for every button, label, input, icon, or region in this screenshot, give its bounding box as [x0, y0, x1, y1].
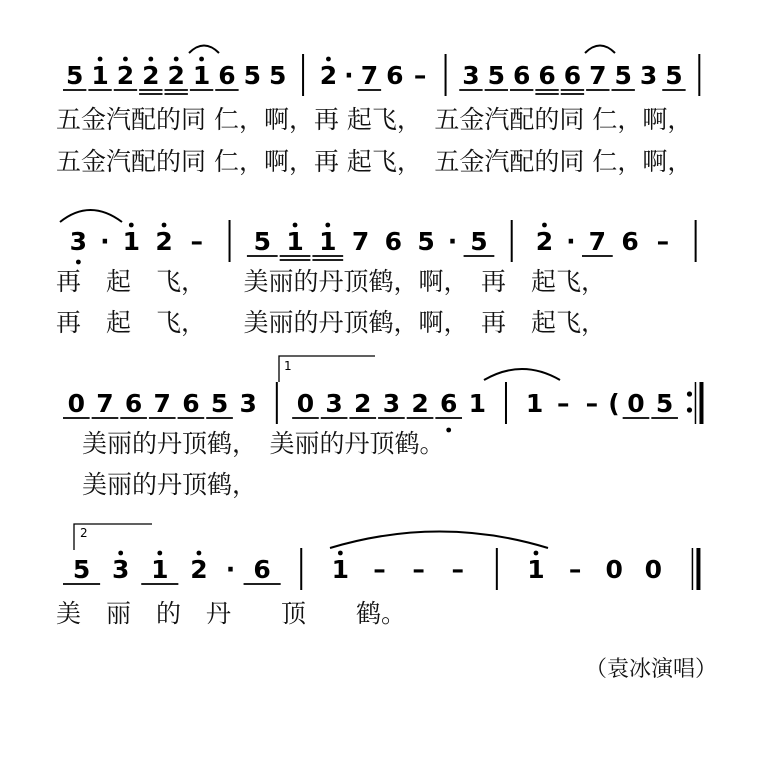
- lyric-line-1a: 五金汽配的同 仁，啊，再 起飞， 五金汽配的同 仁，啊，: [56, 105, 693, 134]
- slur-mark: [585, 46, 615, 54]
- note-digit: 7: [351, 227, 370, 256]
- octave-dot-high: [174, 57, 179, 62]
- note-digit: 5: [268, 61, 287, 90]
- note-digit: 1: [151, 555, 169, 584]
- dash-mark: –: [413, 61, 427, 90]
- line-1: [56, 46, 699, 177]
- note-digit: 1: [91, 61, 109, 90]
- dot-mark: ·: [566, 227, 576, 256]
- note-digit: 5: [253, 227, 271, 256]
- note-digit: 1: [192, 61, 211, 90]
- octave-dot-high: [197, 551, 202, 556]
- octave-dot-high: [98, 57, 103, 62]
- octave-dot-low: [76, 260, 81, 265]
- note-digit: 7: [589, 61, 607, 90]
- note-digit: 1: [319, 227, 337, 256]
- lyric-line-2a: 再 起 飞， 美丽的丹顶鹤，啊， 再 起飞，: [56, 267, 607, 296]
- octave-dot-high: [534, 551, 539, 556]
- lyric-line-1b: 五金汽配的同 仁，啊，再 起飞， 五金汽配的同 仁，啊，: [56, 147, 693, 176]
- note-digit: 5: [665, 61, 683, 90]
- note-digit: 2: [411, 389, 429, 418]
- note-digit: 0: [627, 389, 645, 418]
- slur-mark: [60, 210, 122, 222]
- line-4: [56, 524, 698, 628]
- octave-dot-high: [293, 223, 298, 228]
- note-digit: 2: [167, 61, 185, 90]
- tie-mark: [484, 369, 560, 380]
- note-digit: 3: [462, 61, 480, 90]
- dash-mark: –: [585, 389, 599, 418]
- volta-number-1: 1: [284, 359, 292, 373]
- note-digit: 6: [218, 61, 236, 90]
- notes-line-3: [63, 382, 701, 432]
- note-digit: 0: [296, 389, 315, 418]
- note-digit: 1: [525, 389, 544, 418]
- octave-dot-high: [148, 57, 153, 62]
- notes-line-2: [70, 220, 696, 264]
- note-digit: 0: [644, 555, 663, 584]
- note-digit: (: [608, 389, 620, 418]
- note-digit: 6: [563, 61, 582, 90]
- line-3: [63, 356, 701, 499]
- octave-dot-high: [129, 223, 134, 228]
- note-digit: 5: [65, 61, 84, 90]
- octave-dot-low: [446, 428, 451, 433]
- note-digit: 6: [512, 61, 531, 90]
- octave-dot-high: [325, 223, 330, 228]
- note-digit: 7: [588, 227, 607, 256]
- note-digit: 6: [439, 389, 458, 418]
- octave-dot-high: [123, 57, 128, 62]
- note-digit: 3: [111, 555, 130, 584]
- note-digit: 7: [360, 61, 379, 90]
- lyric-line-2b: 再 起 飞， 美丽的丹顶鹤，啊， 再 起飞，: [56, 308, 607, 337]
- notes-line-4: [63, 548, 698, 590]
- note-digit: 2: [116, 61, 135, 90]
- line-2: [56, 210, 696, 337]
- dash-mark: –: [568, 555, 582, 584]
- dash-mark: –: [656, 227, 670, 256]
- note-digit: 6: [621, 227, 639, 256]
- octave-dot-high: [118, 551, 123, 556]
- note-digit: 1: [331, 555, 350, 584]
- dash-mark: –: [373, 555, 386, 584]
- note-digit: 2: [155, 227, 173, 256]
- note-digit: 5: [243, 61, 262, 90]
- lyric-line-3a: 美丽的丹顶鹤， 美丽的丹顶鹤。: [82, 429, 445, 458]
- note-digit: 5: [72, 555, 91, 584]
- note-digit: 1: [527, 555, 545, 584]
- note-digit: 6: [386, 61, 404, 90]
- note-digit: 3: [639, 61, 658, 90]
- note-digit: 0: [605, 555, 623, 584]
- volta-bracket-1: [279, 356, 375, 382]
- dot-mark: ·: [344, 61, 354, 90]
- dot-mark: ·: [447, 227, 458, 256]
- note-digit: 6: [384, 227, 403, 256]
- tie-mark: [330, 532, 548, 549]
- octave-dot-high: [338, 551, 343, 556]
- dash-mark: –: [412, 555, 425, 584]
- repeat-dot: [687, 407, 692, 412]
- note-digit: 7: [96, 389, 114, 418]
- note-digit: 0: [67, 389, 86, 418]
- note-digit: 6: [538, 61, 556, 90]
- octave-dot-high: [199, 57, 204, 62]
- note-digit: 5: [470, 227, 488, 256]
- note-digit: 3: [325, 389, 343, 418]
- note-digit: 5: [210, 389, 229, 418]
- dash-mark: –: [557, 389, 570, 418]
- dash-mark: –: [451, 555, 464, 584]
- repeat-dot: [687, 391, 692, 396]
- note-digit: 2: [142, 61, 160, 90]
- dot-mark: ·: [225, 555, 236, 584]
- octave-dot-high: [162, 223, 167, 228]
- note-digit: 1: [122, 227, 140, 256]
- note-digit: 5: [487, 61, 506, 90]
- volta-number-2: 2: [80, 526, 88, 540]
- note-digit: 2: [354, 389, 372, 418]
- note-digit: 6: [253, 555, 271, 584]
- note-digit: 1: [286, 227, 304, 256]
- note-digit: 3: [382, 389, 401, 418]
- slur-mark: [189, 46, 219, 54]
- lyric-line-4a: 美 丽 的 丹 顶 鹤。: [56, 599, 407, 628]
- dash-mark: –: [190, 227, 204, 256]
- dot-mark: ·: [100, 227, 110, 256]
- note-digit: 3: [69, 227, 88, 256]
- octave-dot-high: [326, 57, 331, 62]
- lyric-line-3b: 美丽的丹顶鹤，: [82, 470, 258, 499]
- note-digit: 6: [182, 389, 200, 418]
- note-digit: 5: [655, 389, 674, 418]
- note-digit: 2: [190, 555, 208, 584]
- notes-line-1: [63, 54, 699, 96]
- note-digit: 2: [319, 61, 338, 90]
- performer-credit: （袁冰演唱）: [585, 657, 718, 682]
- note-digit: 6: [124, 389, 143, 418]
- octave-dot-high: [542, 223, 547, 228]
- note-digit: 1: [468, 389, 487, 418]
- note-digit: 5: [417, 227, 435, 256]
- octave-dot-high: [157, 551, 162, 556]
- note-digit: 5: [614, 61, 632, 90]
- note-digit: 7: [153, 389, 171, 418]
- note-digit: 2: [535, 227, 554, 256]
- note-digit: 3: [239, 389, 257, 418]
